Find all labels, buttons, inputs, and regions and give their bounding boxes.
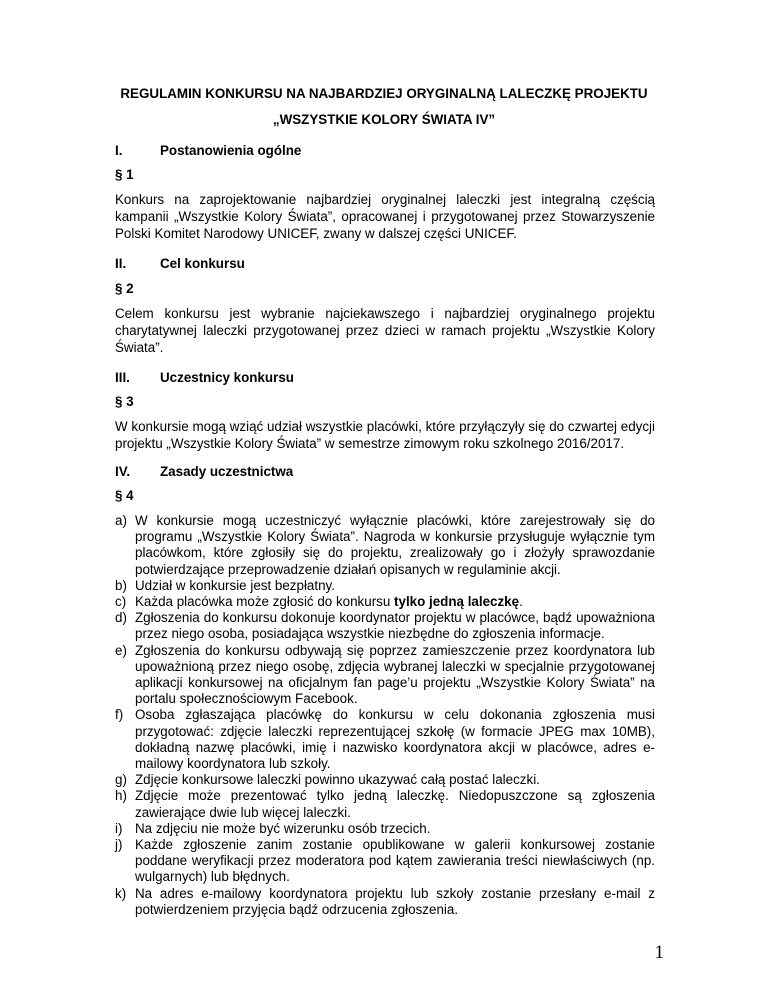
section-number: III.	[115, 370, 130, 385]
list-item	[115, 886, 655, 918]
list-text-bold: tylko jedną laleczkę	[394, 594, 520, 610]
section-title: Cel konkursu	[160, 256, 245, 271]
list-label: g)	[115, 772, 127, 788]
list-text: Na adres e-mailowy koordynatora projektu lub szkoły zostanie przesłany e-mail z potwierdzeniem przyjęcia bądź odrzucenia zgłoszenia.	[135, 885, 655, 917]
section-text: Konkurs na zaprojektowanie najbardziej oryginalnej laleczki jest integralną częścią kampanii „Wszystkie Kolory Świata”, opracowanej i przygotowanej przez Stowarzyszenie Polski Komitet Narodowy UNICEF, zwany w dalszej części UNICEF.	[115, 192, 655, 241]
section-number: II.	[115, 256, 127, 271]
list-text: Udział w konkursie jest bezpłatny.	[135, 577, 335, 593]
list-label: a)	[115, 513, 127, 528]
paragraph-mark: § 3	[115, 394, 134, 409]
list-text: Zgłoszenia do konkursu odbywają się poprzez zamieszczenie przez koordynatora lub upoważnioną przez niego osobę, zdjęcia wybranej laleczki w specjalnie przygotowanej aplikacji konkursowej na oficjalnym fan page’u projektu „Wszystkie Kolory Świata” na portalu społecznościowym Facebook.	[135, 642, 655, 707]
list-label: j)	[115, 837, 123, 853]
section-text: W konkursie mogą wziąć udział wszystkie placówki, które przyłączyły się do czwartej edycji projektu „Wszystkie Kolory Świata” w semestrze zimowym roku szkolnego 2016/2017.	[115, 419, 655, 451]
list-text: Każde zgłoszenie zanim zostanie opublikowane w galerii konkursowej zostanie poddane weryfikacji przez moderatora pod kątem zawierania treści niewłaściwych (np. wulgarnych) lub błędnych.	[135, 837, 655, 885]
paragraph-mark: § 1	[115, 167, 134, 182]
list-text: Zgłoszenia do konkursu dokonuje koordynator projektu w placówce, bądź upoważniona przez niego osoba, posiadająca wszystkie niezbędne do zgłoszenia informacje.	[135, 610, 655, 642]
list-text: Osoba zgłaszająca placówkę do konkursu w celu dokonania zgłoszenia musi przygotować: zdjęcie laleczki reprezentującej szkołę (w formacie JPEG max 10MB), dokładną nazwę placówki, imię i nazwisko koordynatora akcji w placówce, adres e-mailowy koordynatora lub szkoły.	[135, 707, 655, 772]
section-title: Zasady uczestnictwa	[160, 464, 294, 479]
list-label: b)	[115, 577, 127, 593]
list-text-end: .	[519, 594, 523, 610]
document-title: REGULAMIN KONKURSU NA NAJBARDZIEJ ORYGINALNĄ LALECZKĘ PROJEKTU	[120, 86, 648, 101]
list-label: c)	[115, 594, 127, 610]
section-number: I.	[115, 143, 123, 158]
list-label: h)	[115, 788, 127, 804]
list-item	[115, 578, 655, 594]
list-label: e)	[115, 642, 127, 658]
rules-list	[115, 513, 655, 918]
paragraph-mark: § 4	[115, 488, 134, 503]
list-item	[115, 788, 655, 820]
section-title: Postanowienia ogólne	[160, 143, 302, 158]
paragraph-mark: § 2	[115, 281, 134, 296]
section-text: Celem konkursu jest wybranie najciekawszego i najbardziej oryginalnego projektu charytatywnej laleczki przygotowanej przez dzieci w ramach projektu „Wszystkie Kolory Świata”.	[115, 306, 655, 355]
list-item	[115, 821, 655, 837]
list-item	[115, 513, 655, 578]
list-item	[115, 707, 655, 772]
list-text: W konkursie mogą uczestniczyć wyłącznie placówki, które zarejestrowały się do programu „Wszystkie Kolory Świata”. Nagroda w konkursie przysługuje wyłącznie tym placówkom, które zgłosiły się do projektu, zrealizowały go i złożyły sprawozdanie potwierdzające przeprowadzenie działań opisanych w regulaminie akcji.	[135, 513, 655, 577]
list-label: i)	[115, 820, 123, 836]
list-text: Zdjęcie konkursowe laleczki powinno ukazywać całą postać laleczki.	[135, 772, 540, 788]
document-subtitle: „WSZYSTKIE KOLORY ŚWIATA IV”	[272, 112, 496, 127]
list-item	[115, 594, 655, 610]
list-label: d)	[115, 610, 127, 626]
list-text: Każda placówka może zgłosić do konkursu	[135, 594, 395, 610]
list-label: f)	[115, 707, 124, 723]
list-item	[115, 772, 655, 788]
list-item	[115, 837, 655, 886]
page-number: 1	[654, 942, 664, 963]
section-number: IV.	[115, 464, 131, 479]
section-title: Uczestnicy konkursu	[160, 370, 294, 385]
list-text: Na zdjęciu nie może być wizerunku osób trzecich.	[135, 820, 431, 836]
list-item	[115, 610, 655, 642]
list-item	[115, 643, 655, 708]
list-text: Zdjęcie może prezentować tylko jedną laleczkę. Niedopuszczone są zgłoszenia zawierające dwie lub więcej laleczki.	[135, 788, 655, 820]
list-label: k)	[115, 885, 127, 901]
